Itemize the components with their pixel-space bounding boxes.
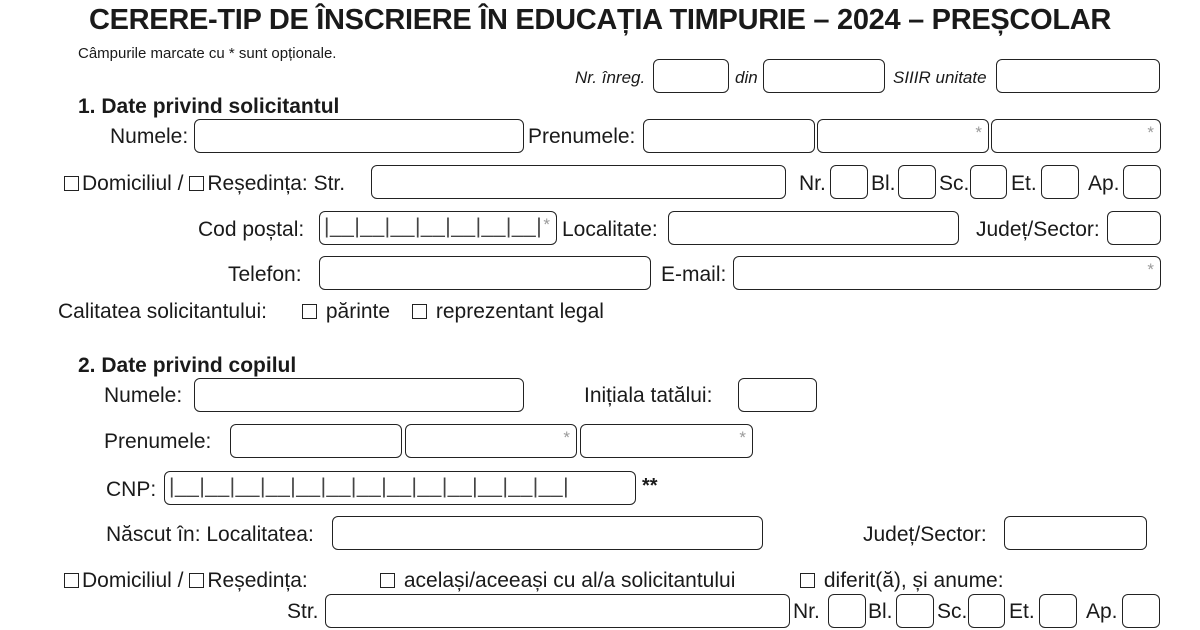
optional-fields-note: Câmpurile marcate cu * sunt opționale.	[78, 45, 337, 62]
parent-option	[302, 299, 390, 325]
email-field[interactable]	[733, 256, 1161, 290]
section2-heading: 2. Date privind copilul	[78, 354, 297, 377]
optional-mark: *	[543, 215, 550, 234]
different-address-option	[800, 568, 1004, 594]
child-resedinta-label: Reședința:	[207, 569, 308, 592]
optional-mark: *	[975, 123, 982, 142]
child-street-label: Str.	[287, 600, 319, 623]
applicant-nr-field[interactable]	[830, 165, 868, 199]
child-ap-field[interactable]	[1122, 594, 1160, 628]
child-bl-label: Bl.	[868, 600, 893, 623]
child-sc-field[interactable]	[968, 594, 1005, 628]
legal-representative-option	[412, 299, 604, 325]
locality-label: Localitate:	[562, 218, 658, 241]
applicant-surname-label: Numele:	[110, 125, 189, 148]
child-domiciliu-checkbox[interactable]	[64, 573, 79, 588]
applicant-ap-label: Ap.	[1088, 172, 1120, 195]
applicant-firstname-field-2[interactable]	[817, 119, 989, 153]
applicant-firstname-label: Prenumele:	[528, 125, 636, 148]
child-domiciliu-label: Domiciliul /	[82, 569, 190, 592]
county-label: Județ/Sector:	[976, 218, 1100, 241]
child-street-field[interactable]	[325, 594, 790, 628]
registration-date-label: din	[735, 68, 758, 87]
county-field[interactable]	[1107, 211, 1161, 245]
registration-nr-field[interactable]	[653, 59, 729, 93]
applicant-et-label: Et.	[1011, 172, 1037, 195]
applicant-bl-label: Bl.	[871, 172, 896, 195]
optional-mark: *	[739, 428, 746, 447]
different-address-checkbox[interactable]	[800, 573, 815, 588]
birthplace-label: Născut în: Localitatea:	[106, 523, 314, 546]
cnp-field[interactable]	[164, 471, 636, 505]
applicant-surname-field[interactable]	[194, 119, 524, 153]
parent-checkbox[interactable]	[302, 304, 317, 319]
postal-code-field[interactable]	[319, 211, 557, 245]
child-surname-label: Numele:	[104, 384, 183, 407]
applicant-ap-field[interactable]	[1123, 165, 1161, 199]
child-firstname-field-3[interactable]	[580, 424, 753, 458]
child-et-field[interactable]	[1039, 594, 1077, 628]
applicant-address-type	[64, 171, 345, 197]
legal-representative-checkbox[interactable]	[412, 304, 427, 319]
optional-mark: *	[563, 428, 570, 447]
applicant-et-field[interactable]	[1041, 165, 1079, 199]
birthplace-field[interactable]	[332, 516, 763, 550]
applicant-street-field[interactable]	[371, 165, 786, 199]
child-firstname-field-2[interactable]	[405, 424, 577, 458]
same-address-checkbox[interactable]	[380, 573, 395, 588]
applicant-nr-label: Nr.	[799, 172, 826, 195]
domiciliu-label: Domiciliul /	[82, 172, 190, 195]
phone-field[interactable]	[319, 256, 651, 290]
parent-label: părinte	[325, 300, 391, 323]
same-address-option	[380, 568, 735, 594]
legal-representative-label: reprezentant legal	[435, 300, 604, 323]
section1-heading: 1. Date privind solicitantul	[78, 95, 340, 118]
locality-field[interactable]	[668, 211, 959, 245]
domiciliu-checkbox[interactable]	[64, 176, 79, 191]
same-address-label: același/aceeași cu al/a solicitantului	[403, 569, 736, 592]
cnp-footnote-mark: **	[642, 475, 658, 497]
cnp-label: CNP:	[106, 478, 157, 501]
child-surname-field[interactable]	[194, 378, 524, 412]
applicant-firstname-field-1[interactable]	[643, 119, 815, 153]
applicant-bl-field[interactable]	[898, 165, 936, 199]
child-ap-label: Ap.	[1086, 600, 1118, 623]
child-firstname-label: Prenumele:	[104, 430, 212, 453]
resedinta-street-label: Reședința: Str.	[207, 172, 346, 195]
postal-code-segments: |__|__|__|__|__|__|__|	[324, 215, 543, 238]
siiir-label: SIIIR unitate	[893, 68, 987, 87]
optional-mark: *	[1147, 123, 1154, 142]
child-county-field[interactable]	[1004, 516, 1147, 550]
father-initial-field[interactable]	[738, 378, 817, 412]
child-firstname-field-1[interactable]	[230, 424, 402, 458]
child-sc-label: Sc.	[937, 600, 968, 623]
applicant-sc-field[interactable]	[970, 165, 1007, 199]
child-resedinta-checkbox[interactable]	[189, 573, 204, 588]
registration-nr-label: Nr. înreg.	[575, 68, 646, 87]
child-nr-label: Nr.	[793, 600, 820, 623]
applicant-firstname-field-3[interactable]	[991, 119, 1161, 153]
email-label: E-mail:	[661, 263, 727, 286]
cnp-segments: |__|__|__|__|__|__|__|__|__|__|__|__|__|	[169, 475, 570, 498]
child-county-label: Județ/Sector:	[863, 523, 987, 546]
child-et-label: Et.	[1009, 600, 1035, 623]
siiir-field[interactable]	[996, 59, 1160, 93]
form-title: CERERE-TIP DE ÎNSCRIERE ÎN EDUCAȚIA TIMPURIE – 2024 – PREȘCOLAR	[88, 4, 1112, 36]
optional-mark: *	[1147, 260, 1154, 279]
registration-date-field[interactable]	[763, 59, 885, 93]
postal-code-label: Cod poștal:	[198, 218, 305, 241]
father-initial-label: Inițiala tatălui:	[584, 384, 713, 407]
phone-label: Telefon:	[228, 263, 302, 286]
child-nr-field[interactable]	[828, 594, 866, 628]
different-address-label: diferit(ă), și anume:	[823, 569, 1004, 592]
child-bl-field[interactable]	[896, 594, 934, 628]
applicant-sc-label: Sc.	[939, 172, 970, 195]
child-address-type	[64, 568, 308, 594]
applicant-capacity-label: Calitatea solicitantului:	[58, 300, 267, 323]
resedinta-checkbox[interactable]	[189, 176, 204, 191]
